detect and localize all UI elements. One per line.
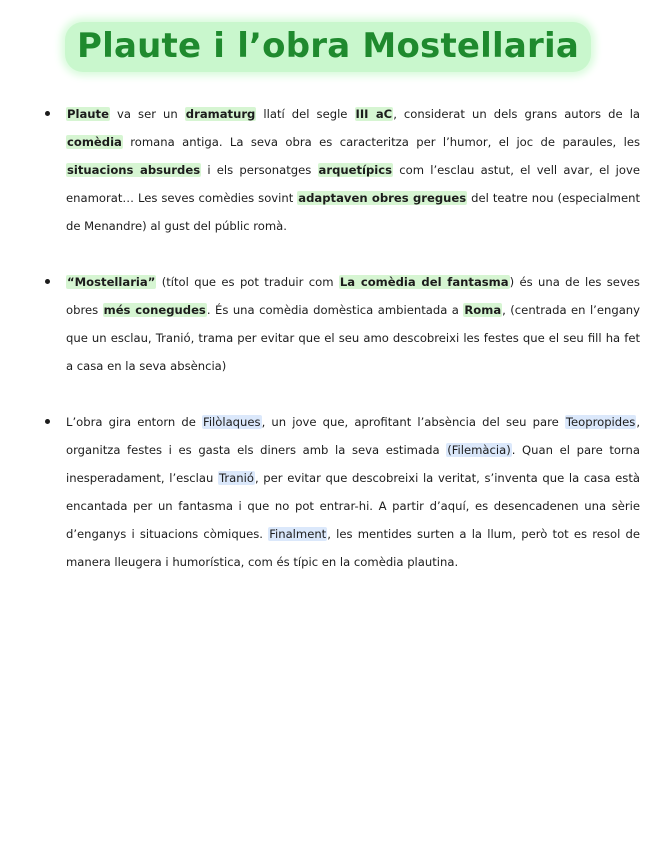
paragraph-text: i els personatges [201, 163, 318, 177]
highlighted-term: Plaute [67, 107, 109, 121]
paragraph-text: , (centrada en l’engany que un esclau, Tranió, trama per evitar que el seu amo descobreixi les festes que el seu fill ha fet a casa en la seva absència) [66, 303, 641, 373]
paragraph-text: L’obra gira entorn de [66, 415, 202, 429]
highlighted-term: III aC [355, 107, 393, 121]
paragraph-text: llatí del segle [256, 107, 355, 121]
highlighted-name: Tranió [219, 471, 254, 485]
highlighted-term: situacions absurdes [67, 163, 201, 177]
paragraph-text: (títol que es pot traduir com [156, 275, 339, 289]
paragraph-text: romana antiga. La seva obra es caracteritza per l’humor, el joc de paraules, les [122, 135, 640, 149]
paragraph-text: . Quan el pare torna inesperadament, l’esclau [66, 443, 640, 485]
highlighted-term: dramaturg [185, 107, 256, 121]
list-item [40, 408, 640, 576]
paragraph-text: , les mentides surten a la llum, però tot es resol de manera lleugera i humorística, com és típic en la comèdia plautina. [66, 527, 640, 569]
highlighted-name: (Filemàcia) [447, 443, 511, 457]
highlighted-term: adaptaven obres gregues [298, 191, 467, 205]
paragraph-text: ) és una de les seves obres [66, 275, 640, 317]
highlighted-name: Finalment [269, 527, 327, 541]
highlighted-name: Teopropides [565, 415, 636, 429]
highlighted-name: Filòlaques [203, 415, 261, 429]
highlighted-term: arquetípics [318, 163, 393, 177]
paragraph-text: va ser un [109, 107, 185, 121]
paragraph-text: com l’esclau astut, el vell avar, el jove enamorat… Les seves comèdies sovint [66, 163, 640, 205]
paragraph-text: , organitza festes i es gasta els diners amb la seva estimada [66, 415, 640, 457]
highlighted-term: més conegudes [103, 303, 206, 317]
list-item [40, 100, 640, 240]
highlighted-term: comèdia [67, 135, 122, 149]
highlighted-term: “Mostellaria” [67, 275, 156, 289]
title-container [0, 22, 656, 72]
page-title: Plaute i l’obra Mostellaria [65, 22, 591, 72]
paragraph-text: . És una comèdia domèstica ambientada a [206, 303, 464, 317]
highlighted-term: La comèdia del fantasma [339, 275, 509, 289]
paragraph-text: , considerat un dels grans autors de la [393, 107, 641, 121]
list-item [40, 268, 640, 380]
bullet-list [40, 100, 640, 604]
paragraph-text: del teatre nou (especialment de Menandre) al gust del públic romà. [66, 191, 640, 233]
paragraph-text: , per evitar que descobreixi la veritat, s’inventa que la casa està encantada per un fantasma i que no pot entrar-hi. A partir d’aquí, es desencadenen una sèrie d’enganys i situacions còmiques. [66, 471, 641, 541]
highlighted-term: Roma [464, 303, 502, 317]
paragraph-text: , un jove que, aprofitant l’absència del seu pare [261, 415, 565, 429]
